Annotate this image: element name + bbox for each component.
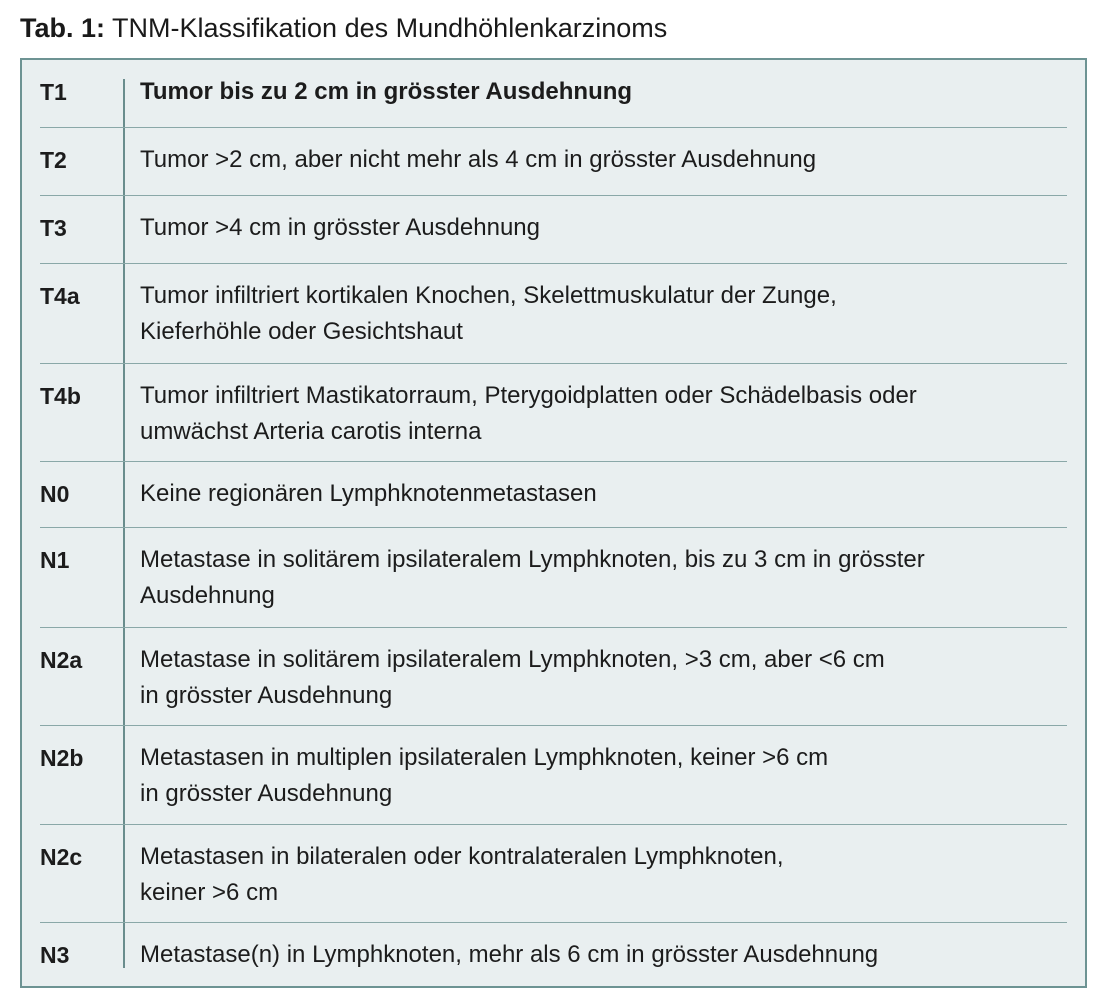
- table-row: [40, 628, 1067, 726]
- table-row: [40, 462, 1067, 528]
- row-description: Metastasen in multiplen ipsilateralen Lymphknoten, keiner >6 cm in grösster Ausdehnung: [140, 744, 829, 807]
- row-description: Metastase in solitärem ipsilateralem Lymphknoten, bis zu 3 cm in grösster Ausdehnung: [140, 546, 925, 609]
- row-code: N0: [40, 481, 70, 507]
- table-row: [40, 264, 1067, 364]
- row-code: N2a: [40, 647, 83, 673]
- tnm-table: [20, 58, 1087, 988]
- row-code: N1: [40, 547, 70, 573]
- table-row: [40, 825, 1067, 923]
- row-description: Metastase(n) in Lymphknoten, mehr als 6 cm in grösster Ausdehnung: [140, 941, 879, 968]
- row-code: N3: [40, 942, 70, 968]
- table-row: [40, 923, 1067, 988]
- row-description: Tumor >4 cm in grösster Ausdehnung: [140, 214, 540, 241]
- row-code: T4b: [40, 383, 81, 409]
- table-row: [40, 726, 1067, 825]
- row-description: Keine regionären Lymphknotenmetastasen: [140, 480, 597, 507]
- table-row: [40, 60, 1067, 128]
- row-description: Tumor >2 cm, aber nicht mehr als 4 cm in grösster Ausdehnung: [140, 146, 817, 173]
- row-description: Tumor bis zu 2 cm in grösster Ausdehnung: [140, 78, 633, 105]
- table-row: [40, 196, 1067, 264]
- row-description: Tumor infiltriert Mastikatorraum, Pterygoidplatten oder Schädelbasis oder umwächst Arteria carotis interna: [140, 382, 917, 445]
- table-row: [40, 528, 1067, 628]
- table-caption-title: TNM-Klassifikation des Mundhöhlenkarzinoms: [112, 13, 668, 43]
- table-caption: [20, 10, 667, 46]
- row-code: N2c: [40, 844, 83, 870]
- row-code: N2b: [40, 745, 84, 771]
- row-description: Tumor infiltriert kortikalen Knochen, Skelettmuskulatur der Zunge, Kieferhöhle oder Gesichtshaut: [140, 282, 837, 345]
- row-description: Metastasen in bilateralen oder kontralateralen Lymphknoten, keiner >6 cm: [140, 843, 784, 906]
- table-row: [40, 128, 1067, 196]
- row-code: T2: [40, 147, 67, 173]
- row-description: Metastase in solitärem ipsilateralem Lymphknoten, >3 cm, aber <6 cm in grösster Ausdehnung: [140, 646, 885, 709]
- row-code: T3: [40, 215, 67, 241]
- row-code: T1: [40, 79, 67, 105]
- table-caption-label: Tab. 1:: [20, 13, 106, 43]
- table-rows: [40, 60, 1067, 988]
- table-row: [40, 364, 1067, 462]
- row-code: T4a: [40, 283, 80, 309]
